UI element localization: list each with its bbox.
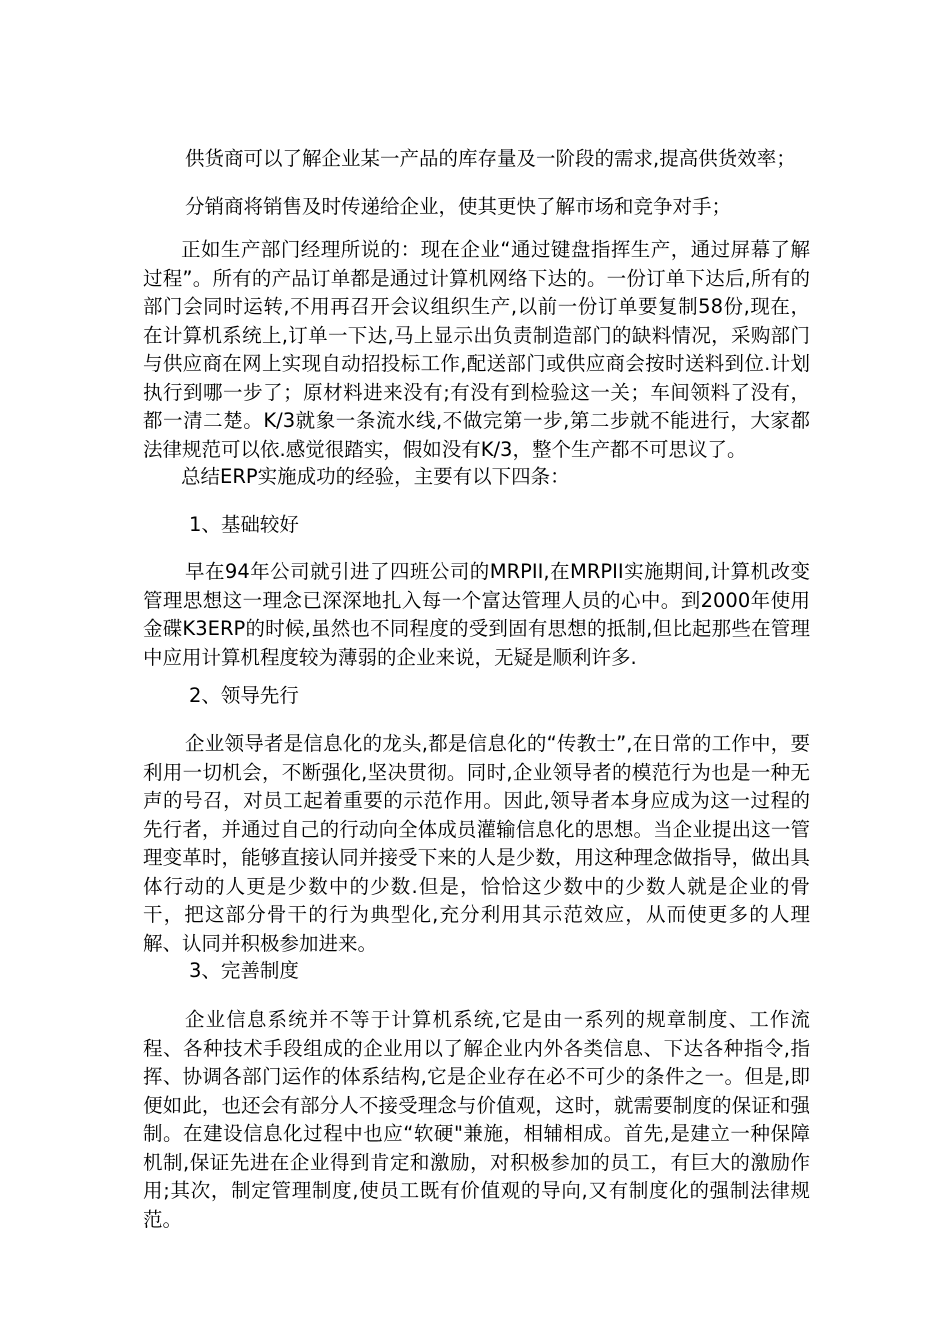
paragraph-supplier: 供货商可以了解企业某一产品的库存量及一阶段的需求,提高供货效率； <box>185 147 796 170</box>
paragraph-distributor: 分销商将销售及时传递给企业，使其更快了解市场和竞争对手； <box>185 195 732 218</box>
heading-leadership-first: 2、领导先行 <box>189 684 299 707</box>
heading-good-foundation: 1、基础较好 <box>189 513 299 536</box>
heading-improve-systems: 3、完善制度 <box>189 959 299 982</box>
paragraph-leadership-first: 企业领导者是信息化的龙头,都是信息化的“传教士”,在日常的工作中，要利用一切机会，不断强化,坚决贯彻。同时,企业领导者的模范行为也是一种无声的号召，对员工起着重要的示范作用。因此,领导者本身应成为这一过程的先行者，并通过自己的行动向全体成员灌输信息化的思想。当企业提出这一管理变革时，能够直接认同并接受下来的人是少数，用这种理念做指导，做出具体行动的人更是少数中的少数.但是，恰恰这少数中的少数人就是企业的骨干，把这部分骨干的行为典型化,充分利用其示范效应，从而使更多的人理解、认同并积极参加进来。 <box>143 732 810 955</box>
paragraph-production-manager-quote: 正如生产部门经理所说的：现在企业“通过键盘指挥生产，通过屏幕了解过程”。所有的产品订单都是通过计算机网络下达的。一份订单下达后,所有的部门会同时运转,不用再召开会议组织生产,以前一份订单要复制58份,现在，在计算机系统上,订单一下达,马上显示出负责制造部门的缺料情况，采购部门与供应商在网上实现自动招投标工作,配送部门或供应商会按时送料到位.计划执行到哪一步了；原材料进来没有;有没有到检验这一关；车间领料了没有，都一清二楚。K/3就象一条流水线,不做完第一步,第二步就不能进行，大家都法律规范可以依.感觉很踏实，假如没有K/3，整个生产都不可思议了。 <box>143 238 810 461</box>
paragraph-improve-systems: 企业信息系统并不等于计算机系统,它是由一系列的规章制度、工作流程、各种技术手段组成的企业用以了解企业内外各类信息、下达各种指令,指挥、协调各部门运作的体系结构,它是企业存在必不可少的条件之一。但是,即便如此，也还会有部分人不接受理念与价值观，这时，就需要制度的保证和强制。在建设信息化过程中也应“软硬"兼施，相辅相成。首先,是建立一种保障机制,保证先进在企业得到肯定和激励，对积极参加的员工，有巨大的激励作用;其次，制定管理制度,使员工既有价值观的导向,又有制度化的强制法律规范。 <box>143 1008 810 1231</box>
paragraph-good-foundation: 早在94年公司就引进了四班公司的MRPII,在MRPII实施期间,计算机改变管理思想这一理念已深深地扎入每一个富达管理人员的心中。到2000年使用金碟K3ERP的时候,虽然也不同程度的受到固有思想的抵制,但比起那些在管理中应用计算机程度较为薄弱的企业来说，无疑是顺利许多. <box>143 560 810 669</box>
paragraph-erp-summary: 总结ERP实施成功的经验，主要有以下四条： <box>181 465 570 488</box>
